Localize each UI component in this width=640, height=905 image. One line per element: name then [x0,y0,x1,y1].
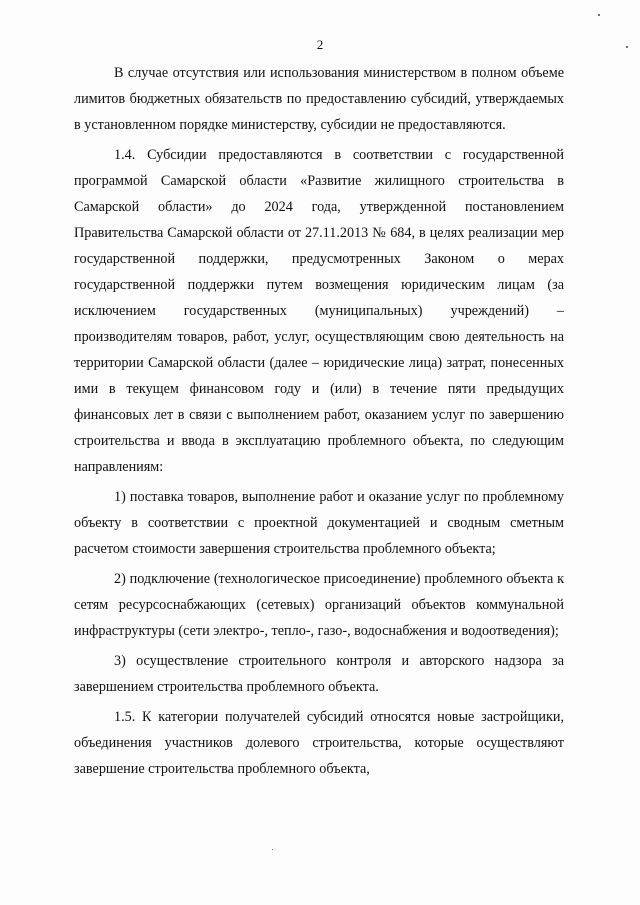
paragraph-direction-1: 1) поставка товаров, выполнение работ и оказание услуг по проблемному объекту в соответствии с проектной документацией и сводным сметным расчетом стоимости завершения строительства проблемного объекта; [74,489,564,557]
scan-speck [272,849,273,850]
document-body [74,60,564,782]
paragraph-1-4: 1.4. Субсидии предоставляются в соответствии с государственной программой Самарской области «Развитие жилищного строительства в Самарской области» до 2024 года, утвержденной постановлением Правительства Самарской области от 27.11.2013 № 684, в целях реализации мер государственной поддержки, предусмотренных Законом о мерах государственной поддержки путем возмещения юридическим лицам (за исключением государственных (муниципальных) учреждений) – производителям товаров, работ, услуг, осуществляющим свою деятельность на территории Самарской области (далее – юридические лица) затрат, понесенных ими в текущем финансовом году и (или) в течение пяти предыдущих финансовых лет в связи с выполнением работ, оказанием услуг по завершению строительства и ввода в эксплуатацию проблемного объекта, по следующим направлениям: [74,147,564,475]
scan-speck [598,14,600,16]
paragraph-direction-3: 3) осуществление строительного контроля и авторского надзора за завершением строительства проблемного объекта. [74,653,564,695]
page-number: 2 [316,37,324,52]
paragraph-funding-limits: В случае отсутствия или использования министерством в полном объеме лимитов бюджетных обязательств по предоставлению субсидий, утверждаемых в установленном порядке министерству, субсидии не предоставляются. [74,65,564,133]
paragraph-direction-2: 2) подключение (технологическое присоединение) проблемного объекта к сетям ресурсоснабжающих (сетевых) организаций объектов коммунальной инфраструктуры (сети электро-, тепло-, газо-, водоснабжения и водоотведения); [74,571,564,639]
paragraph-1-5: 1.5. К категории получателей субсидий относятся новые застройщики, объединения участников долевого строительства, которые осуществляют завершение строительства проблемного объекта, [74,709,564,777]
scan-speck [626,46,628,48]
